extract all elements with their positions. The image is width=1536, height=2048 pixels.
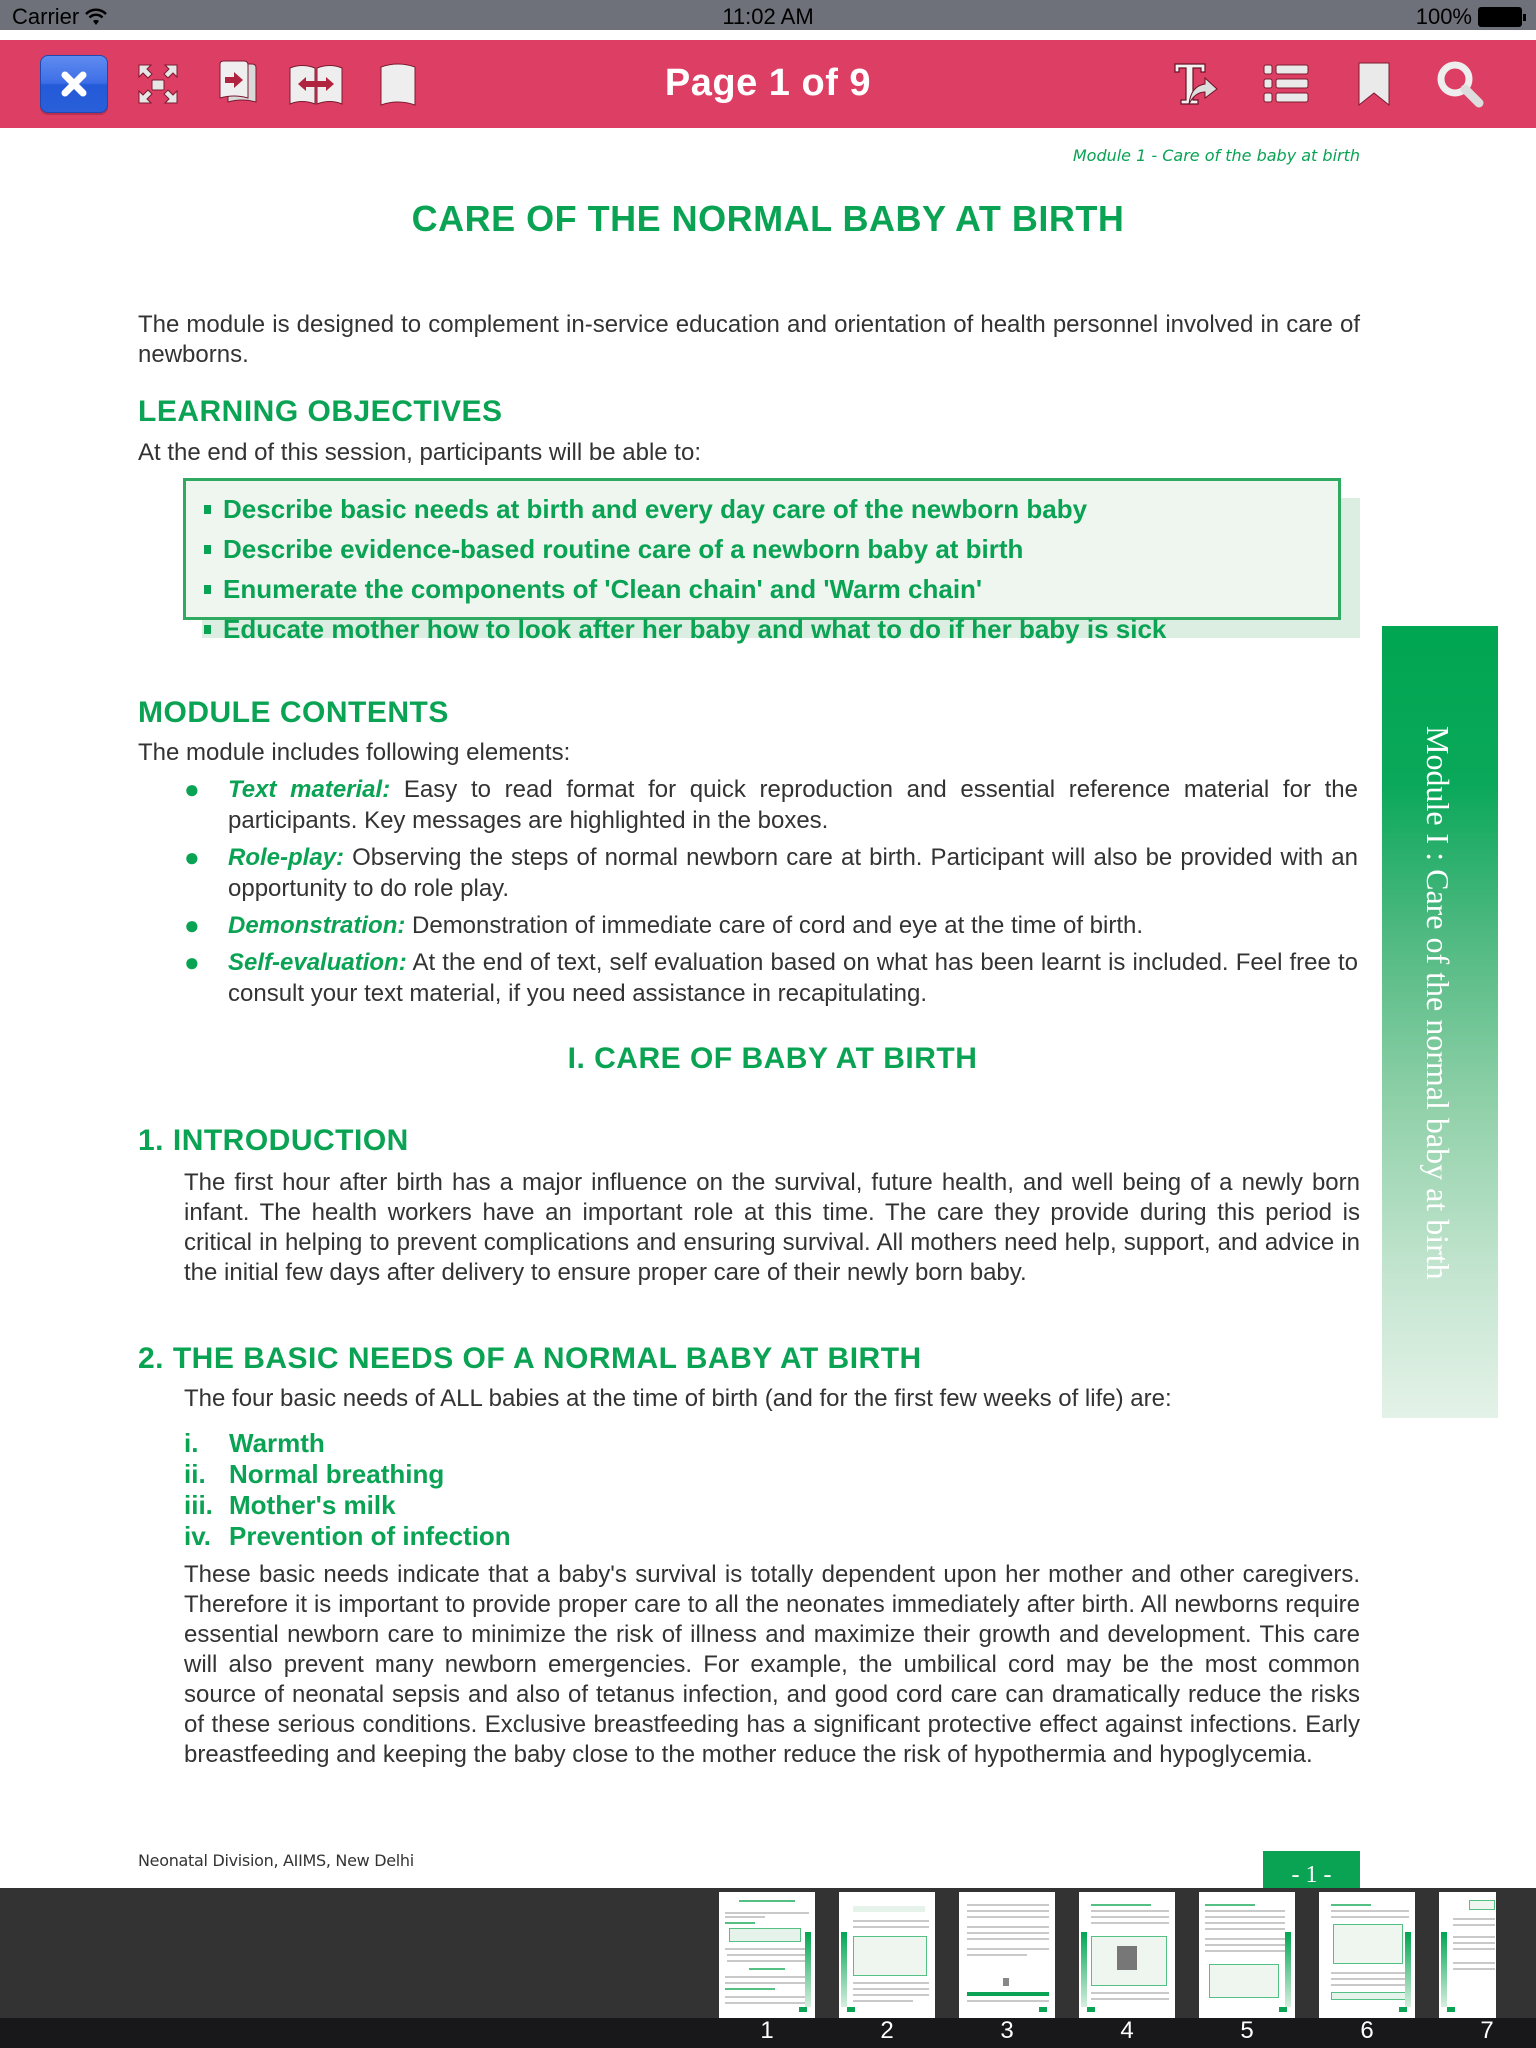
thumbnail-page-5[interactable] <box>1199 1892 1295 2018</box>
search-icon <box>1435 59 1485 109</box>
list-item: iii. Mother's milk <box>184 1490 396 1520</box>
side-tab-label: Module I : Care of the normal baby at birth <box>1420 726 1456 1280</box>
item-label: Demonstration: <box>228 912 406 939</box>
thumbnail-page-1[interactable] <box>719 1892 815 2018</box>
thumbnail-label: 3 <box>1000 2017 1014 2044</box>
module-side-tab <box>1382 626 1498 1418</box>
module-contents-lead: The module includes following elements: <box>138 739 571 766</box>
thumbnail-page-7[interactable] <box>1439 1892 1496 2018</box>
bullet-icon: ● <box>184 774 200 804</box>
objective-item: Describe basic needs at birth and every day care of the newborn baby <box>204 489 1320 529</box>
learning-objectives-lead: At the end of this session, participants will be able to: <box>138 439 701 466</box>
introduction-heading: 1. INTRODUCTION <box>138 1124 409 1157</box>
list-item: ● Text material: Easy to read format for quick reproduction and essential reference material for the participants. Key messages are highlighted in the boxes. <box>184 774 1358 834</box>
basic-needs-lead: The four basic needs of ALL babies at the time of birth (and for the first few weeks of life) are: <box>184 1385 1172 1412</box>
bullet-icon: ● <box>184 842 200 872</box>
square-bullet-icon <box>204 625 211 634</box>
list-item: ● Self-evaluation: At the end of text, self evaluation based on what has been learnt is included. Feel free to consult your text material, if you need assistance in recapitulating. <box>184 947 1358 1007</box>
page-number-badge: - 1 - <box>1263 1851 1360 1893</box>
introduction-paragraph: The first hour after birth has a major influence on the survival, future health, and well being of a newly born infant. The health workers have an important role at this time. The care they provide during this period is critical in helping to prevent complications and ensuring survival. All mothers need help, support, and advice in the initial few days after delivery to ensure proper care of their newly born baby. <box>184 1169 1360 1286</box>
list-item: i. Warmth <box>184 1428 325 1458</box>
running-head: Module 1 - Care of the baby at birth <box>1072 146 1360 165</box>
thumbnail-label: 6 <box>1360 2017 1374 2044</box>
thumbnail-page-4[interactable] <box>1079 1892 1175 2018</box>
square-bullet-icon <box>204 505 211 514</box>
thumbnail-page-2[interactable] <box>839 1892 935 2018</box>
search-button[interactable] <box>1432 56 1488 112</box>
thumbnail-strip[interactable] <box>0 1888 1536 2018</box>
thumbnail-label: 5 <box>1240 2017 1254 2044</box>
list-icon <box>1262 63 1310 105</box>
bullet-icon: ● <box>184 910 200 940</box>
thumbnail-label: 1 <box>760 2017 774 2044</box>
objective-item: Educate mother how to look after her baby and what to do if her baby is sick <box>204 609 1320 649</box>
module-contents-heading: MODULE CONTENTS <box>138 696 449 729</box>
battery-icon <box>1478 7 1522 27</box>
battery-percent: 100% <box>1415 4 1472 29</box>
list-item: iv. Prevention of infection <box>184 1521 511 1551</box>
square-bullet-icon <box>204 585 211 594</box>
objective-item: Describe evidence-based routine care of a newborn baby at birth <box>204 529 1320 569</box>
basic-needs-list <box>184 1428 511 1552</box>
thumbnail-labels <box>0 2018 1536 2048</box>
objectives-box <box>183 478 1341 644</box>
section-title: I. CARE OF BABY AT BIRTH <box>567 1042 978 1075</box>
page-indicator: Page 1 of 9 <box>664 62 872 104</box>
module-contents-list <box>184 774 1358 1015</box>
item-label: Self-evaluation: <box>228 949 407 976</box>
thumbnail-page-3[interactable] <box>959 1892 1055 2018</box>
page-footer: Neonatal Division, AIIMS, New Delhi <box>138 1851 414 1870</box>
carrier-label: Carrier <box>12 4 80 29</box>
status-bar <box>0 0 1536 30</box>
thumbnail-label: 2 <box>880 2017 894 2044</box>
list-item: ● Role-play: Observing the steps of normal newborn care at birth. Participant will also be provided with an opportunity to do role play. <box>184 842 1358 902</box>
list-item: ● Demonstration: Demonstration of immediate care of cord and eye at the time of birth. <box>184 910 1144 940</box>
document-page[interactable] <box>0 128 1536 1888</box>
objective-item: Enumerate the components of 'Clean chain' and 'Warm chain' <box>204 569 1320 609</box>
document-title: CARE OF THE NORMAL BABY AT BIRTH <box>411 198 1125 239</box>
intro-paragraph: The module is designed to complement in-service education and orientation of health personnel involved in care of newborns. <box>138 311 1360 368</box>
square-bullet-icon <box>204 545 211 554</box>
thumbnail-page-6[interactable] <box>1319 1892 1415 2018</box>
basic-needs-paragraph: These basic needs indicate that a baby's survival is totally dependent upon her mother and other caregivers. Therefore it is important to provide proper care to all the neonates immediately after birth. All newborns require essential newborn care to minimize the risk of illness and maximize their growth and development. This care will also prevent many newborn emergencies. For example, the umbilical cord may be the most common source of neonatal sepsis and also of tetanus infection, and good cord care can dramatically reduce the risks of these serious conditions. Exclusive breastfeeding has a significant protective effect against infections. Early breastfeeding and keeping the baby close to the mother reduce the risk of hypothermia and hypoglycemia. <box>184 1561 1360 1768</box>
item-label: Role-play: <box>228 844 345 871</box>
bullet-icon: ● <box>184 947 200 977</box>
battery-indicator <box>1416 4 1522 30</box>
clock: 11:02 AM <box>722 4 814 29</box>
thumbnail-label: 4 <box>1120 2017 1134 2044</box>
learning-objectives-heading: LEARNING OBJECTIVES <box>138 395 503 428</box>
list-item: ii. Normal breathing <box>184 1459 445 1489</box>
thumbnail-label: 7 <box>1480 2017 1494 2044</box>
bookmark-icon <box>1357 61 1391 107</box>
reader-toolbar <box>0 40 1536 128</box>
status-divider <box>0 30 1536 40</box>
text-annotate-icon <box>1171 60 1221 108</box>
bookmark-button[interactable] <box>1346 56 1402 112</box>
basic-needs-heading: 2. THE BASIC NEEDS OF A NORMAL BABY AT BIRTH <box>138 1342 922 1375</box>
item-label: Text material: <box>228 776 391 803</box>
outline-list-button[interactable] <box>1258 56 1314 112</box>
text-annotate-button[interactable] <box>1168 56 1224 112</box>
